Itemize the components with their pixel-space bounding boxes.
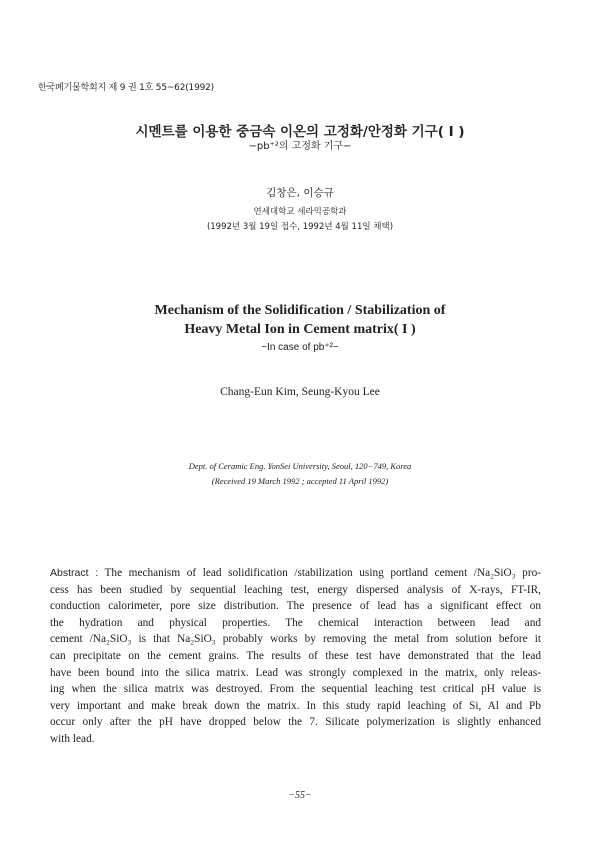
abstract-text: The mechanism of lead solidification /stabilization using portland cement /Na₂SiO₃ pro- xyxy=(104,567,541,579)
abstract-label: Abstract : xyxy=(50,567,99,579)
abstract-line: with lead. xyxy=(50,732,95,745)
abstract-line: ing when the silica matrix was destroyed. From the sequential leaching test critical pH value is xyxy=(50,683,541,696)
journal-citation: 한국폐기물학회지 제 9 권 1호 55~62(1992) xyxy=(38,83,214,93)
korean-authors: 김창은, 이승규 xyxy=(266,187,334,199)
english-received: (Received 19 March 1992 ; accepted 11 April 1992) xyxy=(211,476,389,486)
english-authors: Chang-Eun Kim, Seung-Kyou Lee xyxy=(220,386,380,398)
english-title-line1: Mechanism of the Solidification / Stabilization of xyxy=(154,303,446,318)
abstract xyxy=(50,565,541,748)
abstract-line: have been bound into the silica matrix. Lead was strongly complexed in the matrix, only releas- xyxy=(50,666,541,679)
english-subtitle: −In case of pb⁺²− xyxy=(261,342,339,353)
english-affiliation: Dept. of Ceramic Eng. YonSei University, Seoul, 120−749, Korea xyxy=(188,461,412,471)
english-title-line2: Heavy Metal Ion in Cement matrix( I ) xyxy=(184,322,416,337)
page-number: −55− xyxy=(288,790,312,801)
abstract-line: cement /Na₂SiO₃ is that Na₂SiO₃ probably works by removing the metal from solution before it xyxy=(50,633,541,646)
korean-received: (1992년 3월 19일 접수, 1992년 4월 11일 채택) xyxy=(206,222,394,232)
abstract-line xyxy=(50,565,541,582)
korean-title: 시멘트를 이용한 중금속 이온의 고정화/안정화 기구( I ) xyxy=(135,124,465,140)
abstract-line: the hydration and physical properties. The chemical interaction between lead and xyxy=(50,616,541,629)
korean-subtitle: −pb⁺²의 고정화 기구− xyxy=(248,141,352,152)
abstract-line: occur only after the pH have dropped below the 7. Silicate polymerization is slightly enhanced xyxy=(50,716,541,729)
abstract-line: can precipitate on the cement grains. The results of these test have demonstrated that the lead xyxy=(50,649,541,662)
abstract-line: conduction calorimeter, pore size distribution. The presence of lead has a significant effect on xyxy=(50,600,541,613)
abstract-line: very important and make break down the matrix. In this study rapid leaching of Si, Al and Pb xyxy=(50,699,541,712)
abstract-line: cess has been studied by sequential leaching test, energy dispersed analysis of X-rays, FT-IR, xyxy=(50,583,541,596)
korean-affiliation: 연세대학교 세라믹공학과 xyxy=(253,207,347,217)
